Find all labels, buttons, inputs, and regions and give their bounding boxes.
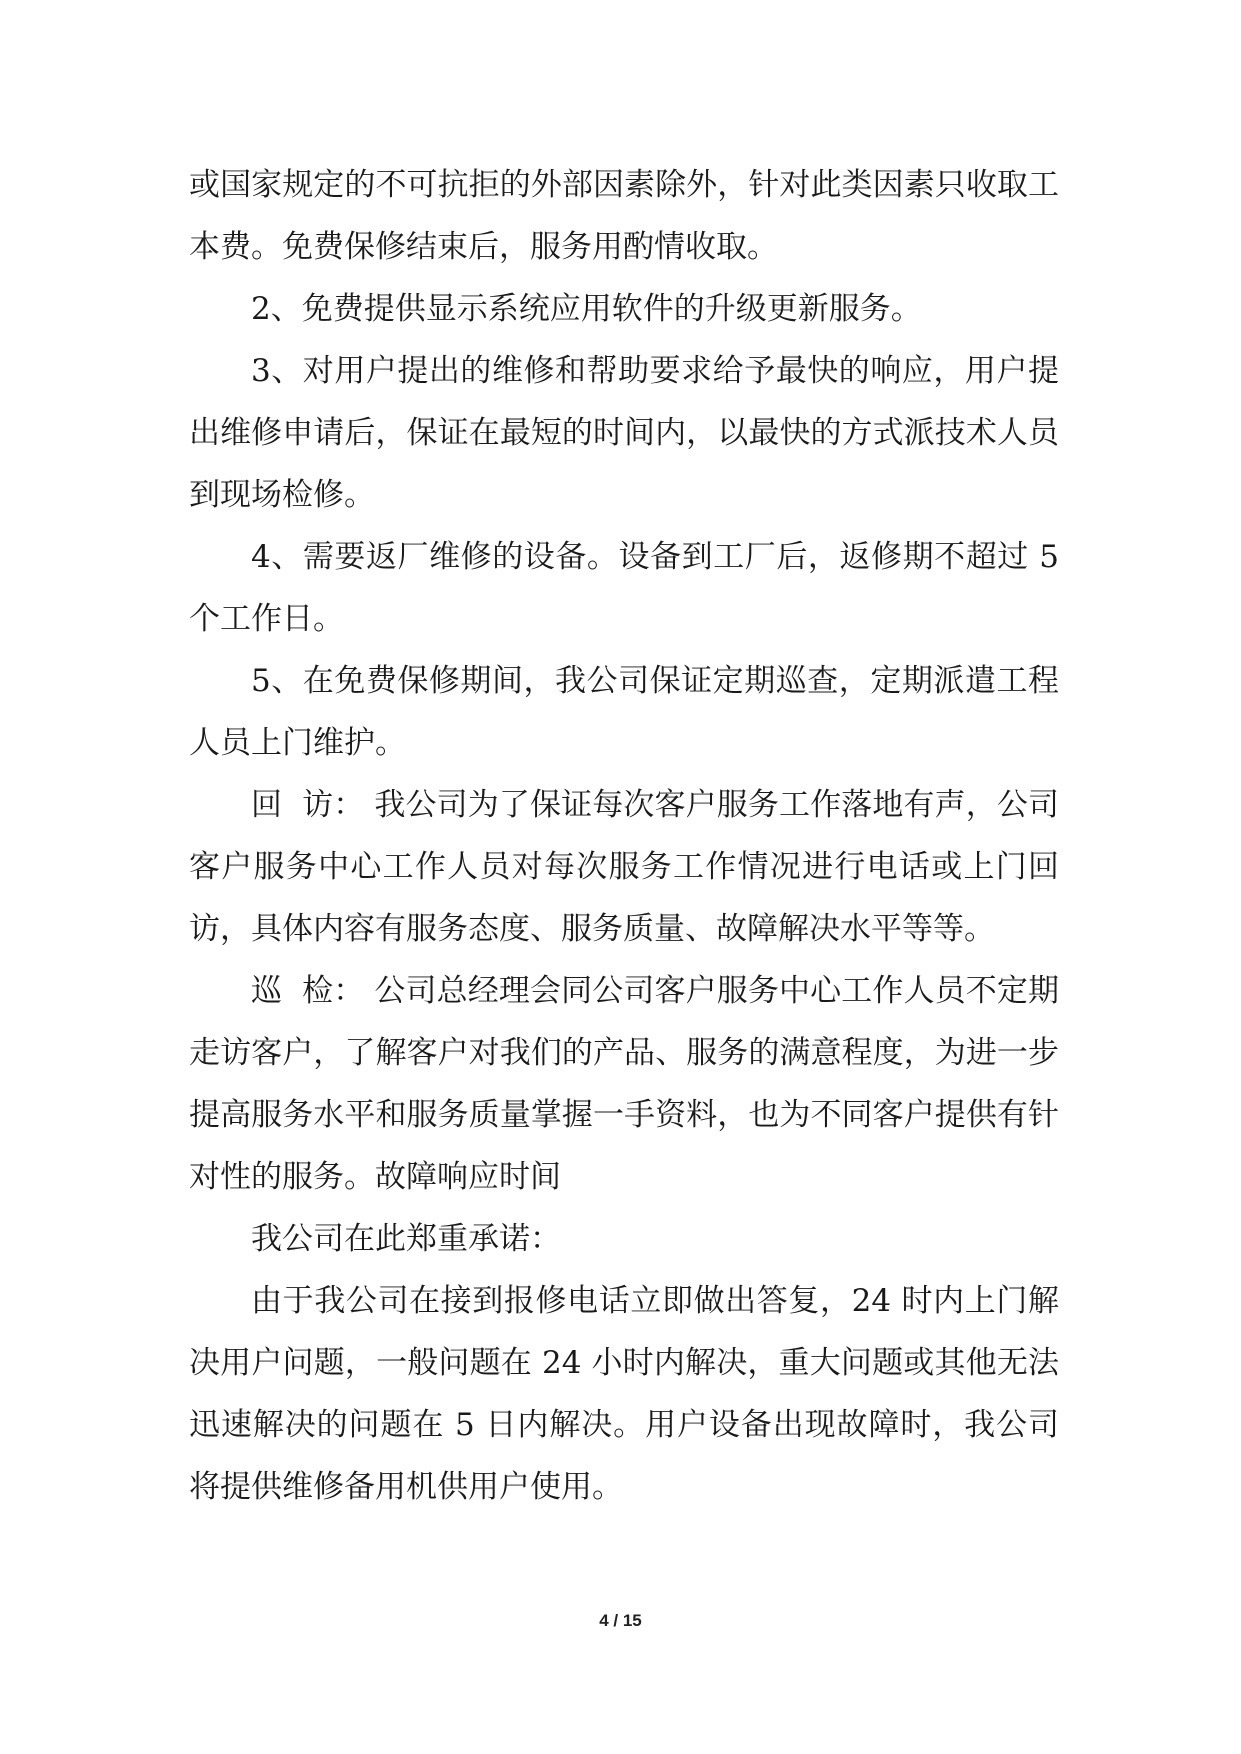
paragraph-item-5: 5、在免费保修期间，我公司保证定期巡查，定期派遣工程人员上门维护。 bbox=[189, 663, 1059, 761]
paragraph-item-3: 3、对用户提出的维修和帮助要求给予最快的响应，用户提出维修申请后，保证在最短的时间内，以最快的方式派技术人员到现场检修。 bbox=[189, 353, 1059, 513]
page-number: 4 / 15 bbox=[599, 1611, 642, 1630]
paragraph-item-2: 2、免费提供显示系统应用软件的升级更新服务。 bbox=[251, 291, 922, 327]
paragraph-commitment-heading: 我公司在此郑重承诺： bbox=[251, 1221, 561, 1257]
paragraph-commitment-body: 由于我公司在接到报修电话立即做出答复，24 时内上门解决用户问题，一般问题在 24 小时内解决，重大问题或其他无法迅速解决的问题在 5 日内解决。用户设备出现故障时，我公司将提供维修备用机供用户使用。 bbox=[189, 1283, 1059, 1505]
paragraph-item-4: 4、需要返厂维修的设备。设备到工厂后，返修期不超过 5 个工作日。 bbox=[189, 539, 1059, 637]
paragraph-inspection: 巡 检： 公司总经理会同公司客户服务中心工作人员不定期走访客户，了解客户对我们的产品、服务的满意程度，为进一步提高服务水平和服务质量掌握一手资料，也为不同客户提供有针对性的服务。故障响应时间 bbox=[189, 973, 1059, 1195]
paragraph-continuation: 或国家规定的不可抗拒的外部因素除外，针对此类因素只收取工本费。免费保修结束后，服务用酌情收取。 bbox=[189, 167, 1059, 265]
document-body bbox=[189, 154, 1059, 1518]
paragraph-return-visit: 回 访： 我公司为了保证每次客户服务工作落地有声，公司客户服务中心工作人员对每次服务工作情况进行电话或上门回访，具体内容有服务态度、服务质量、故障解决水平等等。 bbox=[189, 787, 1059, 947]
